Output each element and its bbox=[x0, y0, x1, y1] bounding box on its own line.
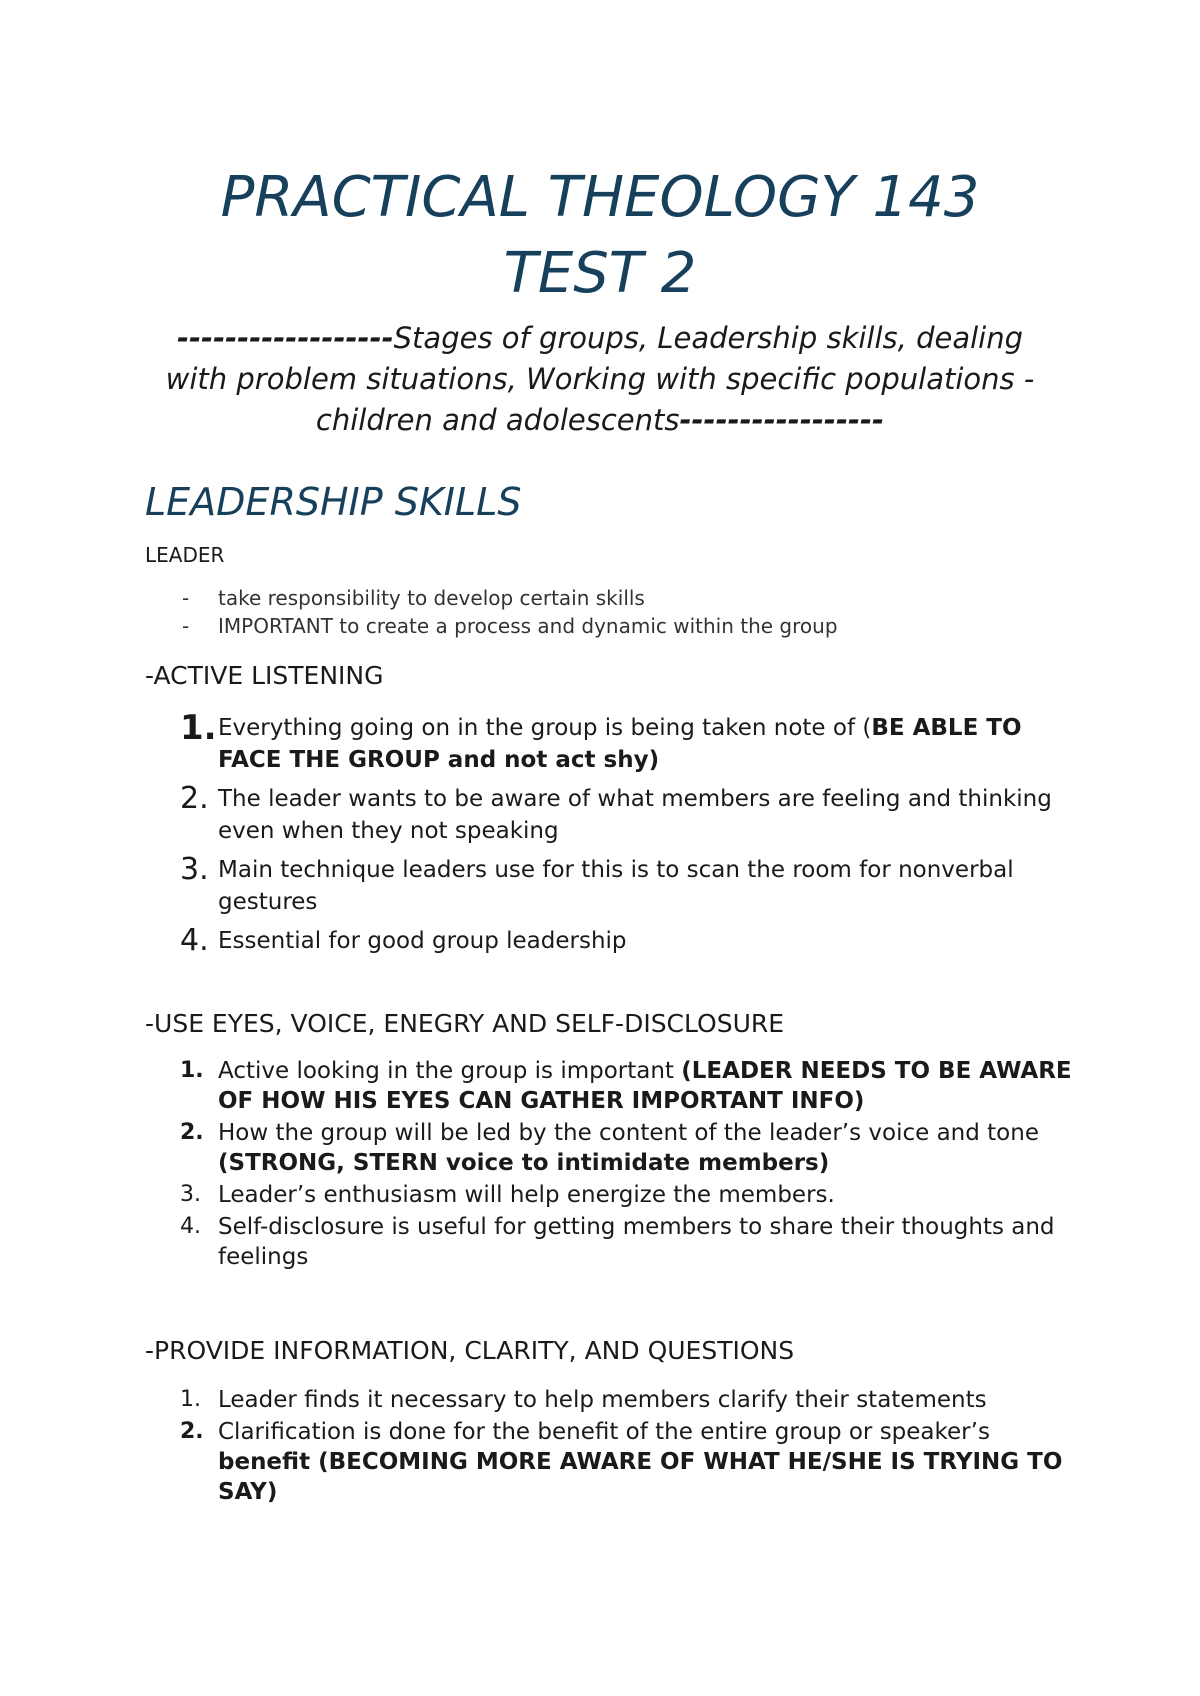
heading-provide-information: -PROVIDE INFORMATION, CLARITY, AND QUESTIONS bbox=[145, 1336, 795, 1365]
list-item bbox=[182, 612, 1082, 640]
item-text: Self-disclosure is useful for getting members to share their thoughts and feelings bbox=[218, 1214, 1055, 1270]
item-bold-text: BE ABLE TO FACE THE GROUP and not act shy) bbox=[218, 715, 1022, 773]
list-item bbox=[180, 1212, 1080, 1272]
item-bold-text: (LEADER NEEDS TO BE AWARE OF HOW HIS EYES CAN GATHER IMPORTANT INFO) bbox=[218, 1058, 1072, 1114]
item-text: Clarification is done for the benefit of the entire group or speaker’s bbox=[218, 1419, 990, 1445]
title-line-2: TEST 2 bbox=[503, 241, 697, 306]
item-number: 1. bbox=[180, 1387, 201, 1412]
list-item bbox=[180, 1385, 1080, 1415]
active-listening-list bbox=[180, 708, 1080, 964]
list-item bbox=[180, 1180, 1080, 1210]
item-number: 2. bbox=[180, 1120, 204, 1145]
item-number: 3. bbox=[180, 1182, 201, 1207]
item-bold-text: benefit (BECOMING MORE AWARE OF WHAT HE/SHE IS TRYING TO SAY) bbox=[218, 1449, 1063, 1505]
list-item bbox=[180, 925, 1080, 957]
bullet-text: IMPORTANT to create a process and dynamic within the group bbox=[218, 614, 838, 638]
item-number: 4. bbox=[180, 923, 209, 958]
item-number: 1. bbox=[180, 708, 217, 748]
title-line-1: PRACTICAL THEOLOGY 143 bbox=[220, 165, 980, 230]
leader-bullet-list bbox=[182, 584, 1082, 640]
item-text: Leader’s enthusiasm will help energize the members. bbox=[218, 1182, 835, 1208]
list-item bbox=[180, 1056, 1080, 1116]
item-text: How the group will be led by the content of the leader’s voice and tone bbox=[218, 1120, 1039, 1146]
document-title bbox=[100, 160, 1100, 312]
leader-label: LEADER bbox=[145, 543, 225, 567]
item-number: 2. bbox=[180, 781, 209, 816]
item-number: 1. bbox=[180, 1058, 204, 1083]
list-item bbox=[180, 854, 1080, 918]
item-text: Main technique leaders use for this is to scan the room for nonverbal gestures bbox=[218, 857, 1014, 915]
dash-bullet: - bbox=[182, 586, 190, 610]
section-heading-leadership-skills: LEADERSHIP SKILLS bbox=[145, 480, 522, 524]
item-text: Leader finds it necessary to help members clarify their statements bbox=[218, 1387, 987, 1413]
list-item bbox=[182, 584, 1082, 612]
item-text: Essential for good group leadership bbox=[218, 928, 627, 954]
subtitle-dashes-left: ------------------ bbox=[176, 321, 394, 355]
subtitle-text: Stages of groups, Leadership skills, dealing with problem situations, Working with specific populations - children and adolescents bbox=[165, 321, 1035, 437]
subtitle-dashes-right: ----------------- bbox=[679, 403, 885, 437]
dash-bullet: - bbox=[182, 614, 190, 638]
item-text: The leader wants to be aware of what members are feeling and thinking even when they not speaking bbox=[218, 786, 1052, 844]
item-number: 3. bbox=[180, 852, 209, 887]
heading-active-listening: -ACTIVE LISTENING bbox=[145, 661, 384, 690]
item-number: 4. bbox=[180, 1214, 201, 1239]
item-bold-text: (STRONG, STERN voice to intimidate members) bbox=[218, 1150, 830, 1176]
item-text: Everything going on in the group is being taken note of ( bbox=[218, 715, 872, 741]
eyes-voice-list bbox=[180, 1056, 1080, 1274]
provide-info-list bbox=[180, 1385, 1080, 1509]
list-item bbox=[180, 1417, 1080, 1507]
list-item bbox=[180, 708, 1080, 776]
heading-eyes-voice-energy: -USE EYES, VOICE, ENEGRY AND SELF-DISCLOSURE bbox=[145, 1009, 785, 1038]
document-subtitle bbox=[145, 318, 1055, 441]
list-item bbox=[180, 783, 1080, 847]
bullet-text: take responsibility to develop certain skills bbox=[218, 586, 645, 610]
item-number: 2. bbox=[180, 1419, 204, 1444]
item-text: Active looking in the group is important bbox=[218, 1058, 682, 1084]
list-item bbox=[180, 1118, 1080, 1178]
